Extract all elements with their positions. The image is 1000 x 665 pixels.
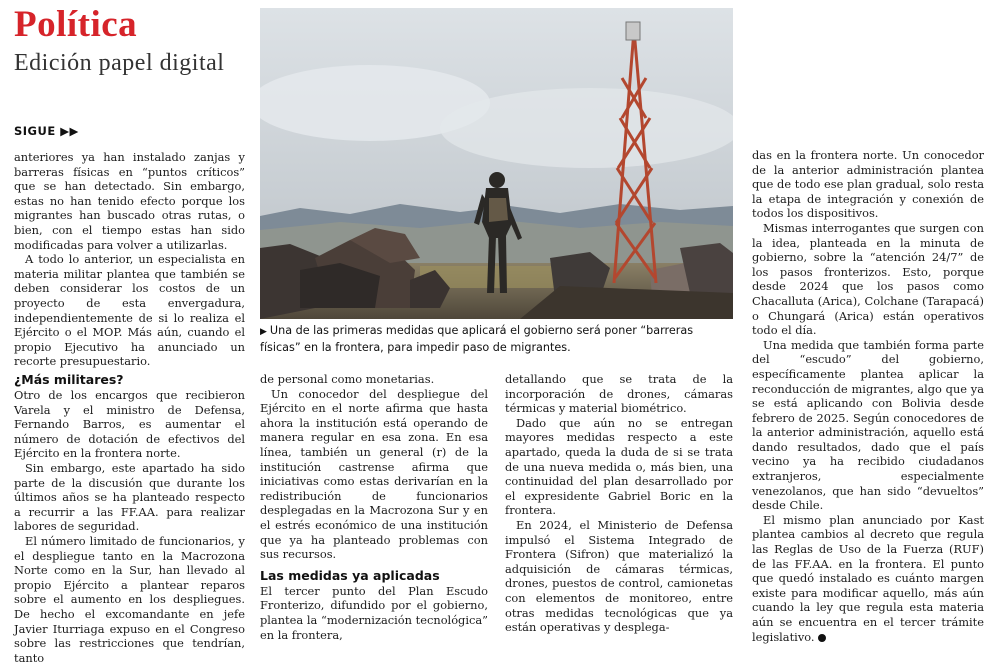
paragraph: El tercer punto del Plan Escudo Fronterizo, difundido por el gobierno, plantea la “modernización tecnológica” en la frontera, <box>260 583 488 642</box>
paragraph: Otro de los encargos que recibieron Varela y el ministro de Defensa, Fernando Barros, es aumentar el número de dotación de efectivos del Ejército en la frontera norte. <box>14 388 245 461</box>
soldier-border-photo <box>260 8 733 319</box>
subheading-more-military: ¿Más militares? <box>14 372 124 387</box>
article-column-1-bottom <box>14 372 245 665</box>
edition-label: Edición papel digital <box>14 50 225 76</box>
article-column-3 <box>505 372 733 635</box>
section-title: Política <box>14 4 138 45</box>
paragraph: anteriores ya han instalado zanjas y barreras físicas en “puntos críticos” que se han detectado. Sin embargo, estas no han tenido efecto porque los migrantes han buscado otras rutas, o bien, con el tiempo estas han sido modificadas para volver a utilizarlas. <box>14 150 245 252</box>
paragraph-text: El mismo plan anunciado por Kast plantea cambios al decreto que regula las Reglas de Uso de la Fuerza (RUF) de las FF.AA. en la frontera. El punto que quedó instalado es cuánto margen existe para modificar aquello, más aún cuando la ley que regula esta materia aún se encuentra en el tercer trámite legislativo. <box>752 512 984 644</box>
caption-arrow-icon: ▶ <box>260 327 267 337</box>
paragraph: A todo lo anterior, un especialista en materia militar plantea que también se deben considerar los costos de un proyecto de esta envergadura, independientemente de si lo realiza el Ejército o el MOP. Más aún, cuando el propio Ejecutivo ha anunciado un recorte presupuestario. <box>14 252 245 369</box>
caption-text: Una de las primeras medidas que aplicará el gobierno será poner “barreras físicas” en la frontera, para impedir paso de migrantes. <box>260 324 694 354</box>
paragraph: de personal como monetarias. <box>260 372 435 386</box>
article-photo <box>260 8 733 319</box>
paragraph: Un conocedor del despliegue del Ejército en el norte afirma que hasta ahora la institución está operando de manera regular en esa zona. En esa línea, también un general (r) de la institución castrense afirma que iniciativas como estas derivarían en la redistribución de funcionarios desplegadas en la Macrozona Sur y en el estrés económico de una institución que ya ha planteado problemas con sus recursos. <box>260 386 488 562</box>
paragraph: Sin embargo, este apartado ha sido parte de la discusión que durante los últimos años se ha planteado respecto a recurrir a las FF.AA. para realizar labores de seguridad. <box>14 460 245 534</box>
article-column-1-top <box>14 150 245 369</box>
article-column-4 <box>752 148 984 644</box>
paragraph: das en la frontera norte. Un conocedor de la anterior administración plantea que de todo ese plan gradual, solo resta la etapa de integración y conexión de todos los dispositivos. <box>752 148 984 221</box>
paragraph: Dado que aún no se entregan mayores medidas respecto a este apartado, queda la duda de si se trata de una nueva medida o, más bien, una continuidad del plan desarrollado por el expresidente Gabriel Boric en la frontera. <box>505 415 733 518</box>
paragraph: Una medida que también forma parte del “escudo” del gobierno, específicamente plantea aplicar la reconducción de migrantes, algo que ya se está aplicando con Bolivia desde febrero de 2025. Según conocedores de la anterior administración, aquello está dando resultados, dado que el país vecino ya ha recibido ciudadanos extranjeros, especialmente venezolanos, que han sido “devueltos” desde Chile. <box>752 337 984 513</box>
photo-caption <box>260 323 733 355</box>
article-column-2 <box>260 372 488 642</box>
continue-label[interactable]: SIGUE ▶▶ <box>14 124 79 138</box>
end-of-article-icon <box>818 634 826 642</box>
paragraph: Mismas interrogantes que surgen con la idea, planteada en la minuta de gobierno, sobre la “atención 24/7” de los pasos fronterizos. Esto, porque desde 2024 que los pasos como Chacalluta (Arica), Colchane (Tarapacá) o Chungará (Arica) están operativos todo el día. <box>752 220 984 338</box>
paragraph: detallando que se trata de la incorporación de drones, cámaras térmicas y material biométrico. <box>505 372 733 416</box>
subheading-measures-applied: Las medidas ya aplicadas <box>260 567 440 583</box>
paragraph <box>752 513 984 644</box>
paragraph: El número limitado de funcionarios, y el despliegue tanto en la Macrozona Norte como en la Sur, han llevado al propio Ejército a plantear reparos sobre el aumento en los despliegues. De hecho el excomandante en jefe Javier Iturriaga expuso en el Congreso sobre las restricciones que tendrían, tanto <box>14 533 245 665</box>
paragraph: En 2024, el Ministerio de Defensa impulsó el Sistema Integrado de Frontera (Sifron) que materializó la adquisición de cámaras térmicas, drones, puestos de control, camionetas con elementos de monitoreo, entre otras medidas tecnológicas que ya están operativas y desplega- <box>505 517 733 635</box>
